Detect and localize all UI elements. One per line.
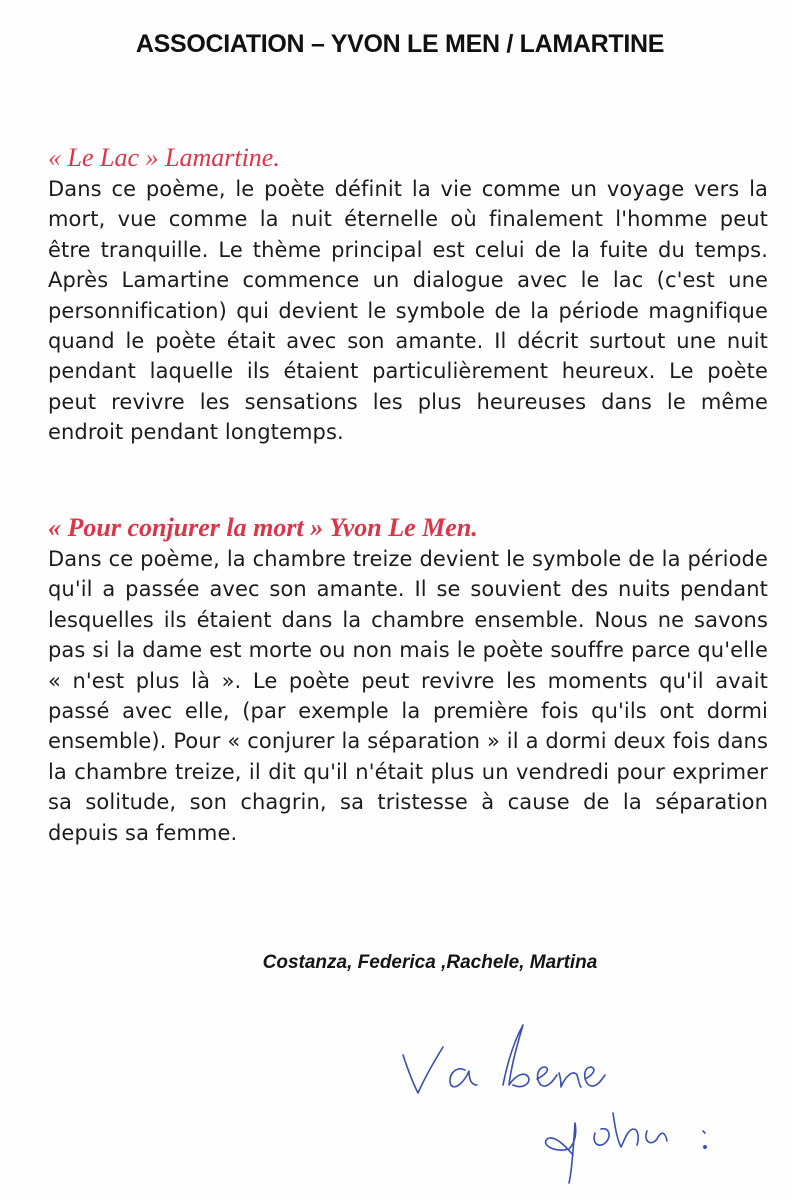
section-le-lac (48, 142, 768, 448)
section-body: Dans ce poème, la chambre treize devient le symbole de la période qu'il a passée avec son amante. Il se souvient des nuits pendant lesquelles ils étaient dans la chambre ensemble. Nous ne savons pas si la dame est morte ou non mais le poète souffre parce qu'elle « n'est plus là ». Le poète peut revivre les moments qu'il avait passé avec elle, (par exemple la première fois qu'ils ont dormi ensemble). Pour « conjurer la séparation » il a dormi deux fois dans la chambre treize, il dit qu'il n'était plus un vendredi pour exprimer sa solitude, son chagrin, sa tristesse à cause de la séparation depuis sa femme. (48, 547, 768, 845)
document-title: ASSOCIATION – YVON LE MEN / LAMARTINE (135, 30, 665, 58)
section-body: Dans ce poème, le poète définit la vie comme un voyage vers la mort, vue comme la nuit éternelle où finalement l'homme peut être tranquille. Le thème principal est celui de la fuite du temps. Après Lamartine commence un dialogue avec le lac (c'est une personnification) qui devient le symbole de la période magnifique quand le poète était avec son amante. Il décrit surtout une nuit pendant laquelle ils étaient particulièrement heureux. Le poète peut revivre les sensations les plus heureuses dans le même endroit pendant longtemps. (48, 177, 768, 445)
authors-line: Costanza, Federica ,Rachele, Martina (262, 952, 598, 973)
section-heading: « Le Lac » Lamartine. (48, 143, 280, 172)
section-heading: « Pour conjurer la mort » Yvon Le Men. (48, 513, 478, 542)
handwritten-signature (385, 1015, 745, 1185)
section-pour-conjurer-la-mort (48, 512, 768, 848)
